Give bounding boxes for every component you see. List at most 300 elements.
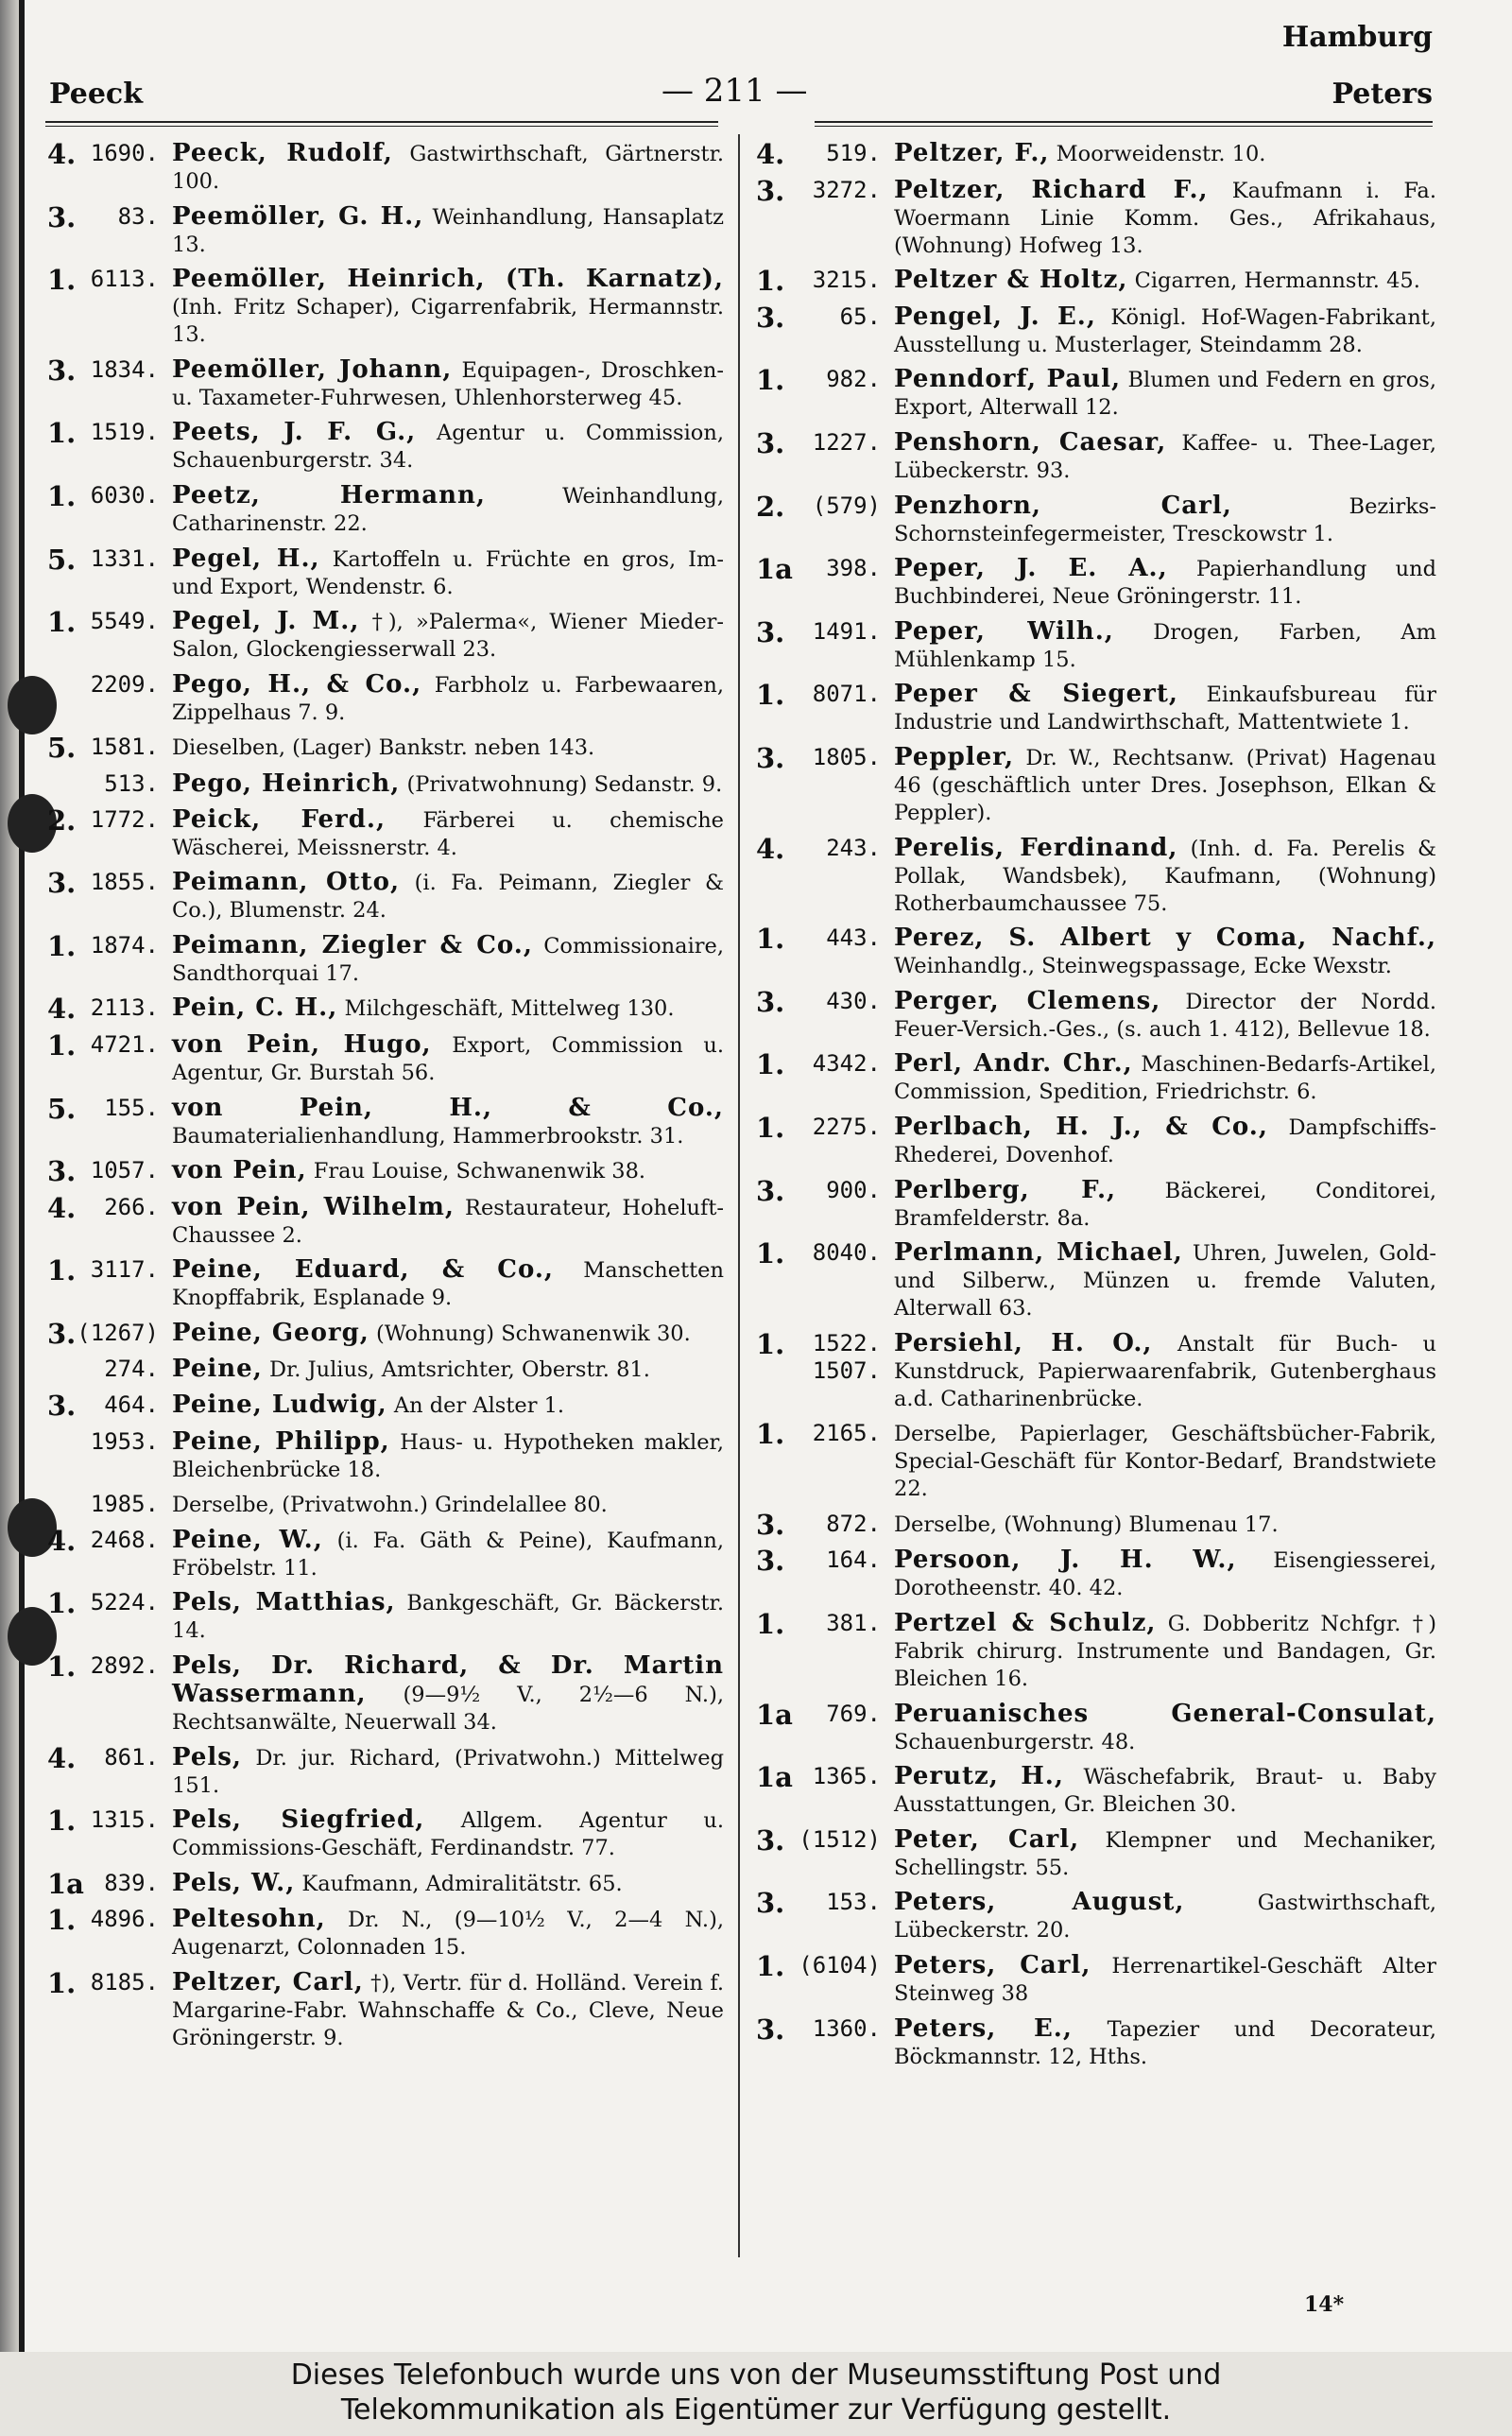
directory-entry bbox=[756, 174, 1436, 260]
phone-number: 1953. bbox=[90, 1427, 159, 1455]
phone-number: 1522. 1507. bbox=[812, 1329, 881, 1384]
exchange-zone: 1. bbox=[47, 1587, 77, 1620]
subscriber-name: Peter, Carl, bbox=[894, 1824, 1080, 1854]
subscriber-name: Pels, Matthias, bbox=[172, 1588, 396, 1617]
directory-entry bbox=[47, 266, 724, 349]
exchange-zone: 4. bbox=[47, 138, 77, 170]
subscriber-name: von Pein, Wilhelm, bbox=[172, 1192, 455, 1221]
subscriber-name: Penshorn, Caesar, bbox=[894, 427, 1167, 457]
exchange-zone: 1. bbox=[756, 1048, 785, 1081]
exchange-zone: 1. bbox=[47, 1904, 77, 1937]
entry-text bbox=[172, 1906, 724, 1961]
exchange-zone: 1. bbox=[756, 679, 785, 712]
phone-number: 243. bbox=[826, 834, 881, 861]
subscriber-details: Eisengiesserei, Dorotheenstr. 40. 42. bbox=[894, 1548, 1436, 1601]
entry-text bbox=[894, 1177, 1436, 1233]
directory-entry bbox=[756, 1610, 1436, 1693]
entry-text bbox=[894, 1239, 1436, 1322]
subscriber-name: Peper, J. E. A., bbox=[894, 554, 1168, 583]
header-city: Hamburg bbox=[1281, 21, 1433, 54]
subscriber-name: Pego, H., & Co., bbox=[172, 669, 422, 699]
subscriber-details: Dr. W., Rechtsanw. (Privat) Hagenau 46 (geschäftlich unter Dres. Josephson, Elkan & Peppler). bbox=[894, 745, 1436, 825]
subscriber-name: Peimann, Otto, bbox=[172, 868, 401, 897]
exchange-zone: 4. bbox=[47, 993, 77, 1026]
subscriber-details: Herrenartikel-Geschäft Alter Steinweg 38 bbox=[894, 1954, 1436, 2007]
subscriber-name: Peine, Eduard, & Co., bbox=[172, 1255, 554, 1285]
subscriber-name: Pegel, H., bbox=[172, 544, 320, 573]
subscriber-name: Peick, Ferd., bbox=[172, 804, 387, 834]
directory-entry bbox=[47, 356, 724, 412]
entry-text bbox=[894, 2015, 1436, 2071]
entry-text bbox=[894, 267, 1436, 296]
directory-entry bbox=[756, 1889, 1436, 1944]
subscriber-name: Peltzer, Richard F., bbox=[894, 175, 1209, 204]
subscriber-details: Dr. jur. Richard, (Privatwohn.) Mittelweg 151. bbox=[172, 1745, 724, 1798]
directory-entry bbox=[47, 545, 724, 601]
phone-number: 65. bbox=[839, 302, 881, 330]
subscriber-details: Schauenburgerstr. 48. bbox=[894, 1729, 1136, 1754]
exchange-zone: 3. bbox=[756, 615, 785, 648]
phone-number: 1227. bbox=[812, 428, 881, 456]
phone-number: 2165. bbox=[812, 1420, 881, 1447]
entry-text bbox=[172, 1744, 724, 1800]
directory-entry bbox=[47, 1906, 724, 1961]
exchange-zone: 1. bbox=[47, 1805, 77, 1838]
subscriber-name: Peemöller, G. H., bbox=[172, 201, 424, 231]
phone-number: 83. bbox=[117, 202, 159, 230]
exchange-zone: 1. bbox=[47, 417, 77, 450]
directory-entry bbox=[756, 2015, 1436, 2071]
directory-entry bbox=[47, 671, 724, 727]
subscriber-details: Dieselben, (Lager) Bankstr. neben 143. bbox=[172, 735, 595, 761]
phone-number: 3272. bbox=[812, 176, 881, 203]
phone-number: 872. bbox=[826, 1510, 881, 1537]
subscriber-details: Maschinen-Bedarfs-Artikel, Commission, Spedition, Friedrichstr. 6. bbox=[894, 1052, 1436, 1105]
entry-text bbox=[172, 932, 724, 988]
subscriber-name: Pein, C. H., bbox=[172, 993, 338, 1023]
entry-text bbox=[172, 1157, 724, 1186]
subscriber-name: Peine, Ludwig, bbox=[172, 1391, 387, 1420]
directory-entry bbox=[47, 200, 724, 259]
exchange-zone: 1. bbox=[756, 1111, 785, 1144]
subscriber-name: Penndorf, Paul, bbox=[894, 365, 1121, 394]
exchange-zone: 1a bbox=[756, 553, 793, 586]
phone-number: 769. bbox=[826, 1700, 881, 1727]
subscriber-details: (i. Fa. Gäth & Peine), Kaufmann, Fröbelstr. 11. bbox=[172, 1528, 725, 1581]
phone-number: 1690. bbox=[90, 140, 159, 166]
entry-text bbox=[894, 140, 1436, 169]
phone-number: 1805. bbox=[812, 743, 881, 770]
exchange-zone: 3. bbox=[47, 1390, 77, 1423]
phone-number: 443. bbox=[826, 924, 881, 952]
subscriber-name: Peltzer & Holtz, bbox=[894, 266, 1128, 295]
phone-number: (579) bbox=[812, 492, 881, 519]
directory-entry bbox=[756, 1174, 1437, 1233]
subscriber-details: Kartoffeln u. Früchte en gros, Im- und Export, Wendenstr. 6. bbox=[172, 546, 724, 599]
entry-text bbox=[894, 1330, 1436, 1413]
exchange-zone: 1. bbox=[47, 479, 77, 512]
phone-number: 6113. bbox=[90, 266, 159, 293]
subscriber-name: Perlberg, F., bbox=[894, 1175, 1117, 1204]
exchange-zone: 4. bbox=[47, 1524, 77, 1557]
phone-number: 1491. bbox=[812, 617, 881, 645]
directory-entry bbox=[47, 1491, 724, 1519]
subscriber-details: †), »Palerma«, Wiener Mieder-Salon, Glockengiesserwall 23. bbox=[172, 610, 725, 663]
directory-entry bbox=[47, 1391, 724, 1421]
subscriber-details: Drogen, Farben, Am Mühlenkamp 15. bbox=[894, 619, 1437, 672]
phone-number: 8185. bbox=[90, 1969, 159, 1995]
exchange-zone: 1. bbox=[47, 264, 77, 297]
subscriber-details: Gastwirthschaft, Lübeckerstr. 20. bbox=[894, 1891, 1437, 1944]
phone-number: 1874. bbox=[90, 931, 159, 959]
subscriber-details: Klempner und Mechaniker, Schellingstr. 55. bbox=[894, 1827, 1436, 1880]
entry-text bbox=[172, 994, 724, 1024]
subscriber-details: Bankgeschäft, Gr. Bäckerstr. 14. bbox=[172, 1591, 724, 1644]
entry-text bbox=[172, 203, 724, 259]
exchange-zone: 3. bbox=[756, 301, 785, 334]
exchange-zone: 3. bbox=[756, 1174, 785, 1207]
entry-text bbox=[894, 1420, 1436, 1503]
phone-number: 464. bbox=[104, 1391, 159, 1419]
phone-number: 1519. bbox=[90, 419, 159, 446]
entry-text bbox=[172, 1969, 724, 2052]
directory-entry bbox=[756, 1823, 1436, 1882]
directory-entry bbox=[47, 734, 724, 763]
subscriber-name: Peine, Philipp, bbox=[172, 1426, 390, 1456]
entry-text bbox=[172, 1652, 724, 1736]
exchange-zone: 1. bbox=[756, 1237, 785, 1270]
phone-number: 3215. bbox=[812, 267, 881, 294]
subscriber-name: Peters, Carl, bbox=[894, 1951, 1091, 1980]
entry-text bbox=[172, 545, 724, 601]
subscriber-name: Perez, S. Albert y Coma, Nachf., bbox=[894, 924, 1436, 953]
phone-number: 4342. bbox=[812, 1050, 881, 1078]
subscriber-details: Derselbe, (Privatwohn.) Grindelallee 80. bbox=[172, 1493, 608, 1518]
page-number: — 211 — bbox=[662, 72, 808, 110]
subscriber-details: Weinhandlung, Hansaplatz 13. bbox=[172, 204, 724, 257]
exchange-zone: 1. bbox=[47, 1967, 77, 1999]
subscriber-name: Perlbach, H. J., & Co., bbox=[894, 1112, 1268, 1141]
entry-text bbox=[172, 140, 724, 196]
directory-entry bbox=[756, 1050, 1436, 1106]
exchange-zone: 4. bbox=[47, 1191, 77, 1224]
phone-number: 1834. bbox=[90, 355, 159, 383]
entry-text bbox=[894, 744, 1436, 827]
directory-entry bbox=[47, 419, 724, 475]
subscriber-details: Bezirks-Schornsteinfegermeister, Tresckowstr 1. bbox=[894, 493, 1436, 546]
exchange-zone: 4. bbox=[756, 138, 785, 170]
exchange-zone: 3. bbox=[756, 985, 785, 1018]
exchange-zone: 3. bbox=[756, 741, 785, 774]
directory-entry bbox=[47, 1428, 724, 1484]
entry-text bbox=[172, 1320, 724, 1349]
entry-text bbox=[894, 429, 1436, 485]
exchange-zone: 1. bbox=[47, 1028, 77, 1062]
entry-text bbox=[172, 482, 724, 538]
header-rule-left bbox=[45, 121, 718, 127]
subscriber-name: von Pein, bbox=[172, 1156, 307, 1185]
directory-entry bbox=[756, 1239, 1436, 1322]
subscriber-name: Pels, Dr. Richard, & Dr. Martin Wassermann, bbox=[172, 1651, 724, 1709]
subscriber-name: Peine, Georg, bbox=[172, 1318, 369, 1347]
directory-entry bbox=[756, 681, 1436, 736]
entry-text bbox=[894, 1763, 1436, 1819]
column-divider bbox=[738, 134, 740, 2257]
entry-text bbox=[894, 366, 1436, 422]
subscriber-details: Derselbe, Papierlager, Geschäftsbücher-Fabrik, Special-Geschäft für Kontor-Bedarf, Brandstwiete 22. bbox=[894, 1422, 1436, 1502]
caption-line: Dieses Telefonbuch wurde uns von der Museumsstiftung Post und bbox=[290, 2358, 1222, 2392]
binding-edge bbox=[19, 0, 25, 2352]
subscriber-details: Dr. Julius, Amtsrichter, Oberstr. 81. bbox=[268, 1357, 650, 1383]
subscriber-details: Anstalt für Buch- u Kunstdruck, Papierwaarenfabrik, Gutenberghaus a.d. Catharinenbrücke. bbox=[894, 1331, 1436, 1411]
subscriber-name: Peters, August, bbox=[894, 1888, 1185, 1917]
exchange-zone: 3. bbox=[756, 2013, 785, 2046]
phone-number: 155. bbox=[104, 1094, 159, 1121]
exchange-zone: 3. bbox=[756, 1887, 785, 1920]
subscriber-details: Blumen und Federn en gros, Export, Alterwall 12. bbox=[894, 368, 1437, 421]
directory-entry bbox=[756, 1698, 1436, 1756]
subscriber-details: Kaffee- u. Thee-Lager, Lübeckerstr. 93. bbox=[894, 430, 1436, 483]
subscriber-name: Penzhorn, Carl, bbox=[894, 491, 1232, 520]
subscriber-name: Peltzer, Carl, bbox=[172, 1968, 364, 1996]
right-column bbox=[756, 140, 1436, 2078]
caption-line: Telekommunikation als Eigentümer zur Verfügung gestellt. bbox=[340, 2393, 1172, 2427]
header-last-entry: Peters bbox=[1332, 78, 1433, 111]
exchange-zone: 3. bbox=[47, 354, 77, 387]
directory-entry bbox=[47, 1741, 724, 1800]
subscriber-name: Pels, Siegfried, bbox=[172, 1805, 425, 1835]
exchange-zone bbox=[47, 1491, 76, 1519]
directory-entry bbox=[47, 479, 724, 538]
phone-number: 900. bbox=[826, 1176, 881, 1203]
entry-text bbox=[172, 671, 724, 727]
subscriber-details: Restaurateur, Hoheluft-Chaussee 2. bbox=[172, 1195, 724, 1248]
exchange-zone: 3. bbox=[756, 1508, 785, 1541]
exchange-zone: 4. bbox=[47, 1741, 77, 1774]
phone-number: 1331. bbox=[90, 544, 159, 572]
subscriber-details: Dr. N., (9—10½ V., 2—4 N.), Augenarzt, Colonnaden 15. bbox=[172, 1908, 725, 1961]
binding-shadow bbox=[0, 0, 19, 2352]
entry-text bbox=[172, 1356, 724, 1384]
header-first-entry: Peeck bbox=[49, 78, 143, 111]
entry-text bbox=[894, 1889, 1436, 1944]
directory-entry bbox=[756, 426, 1436, 485]
entry-text bbox=[894, 1826, 1436, 1882]
exchange-zone: 3. bbox=[756, 174, 785, 207]
directory-entry bbox=[756, 985, 1436, 1044]
subscriber-name: Peters, E., bbox=[894, 2013, 1073, 2043]
phone-number: 1855. bbox=[90, 869, 159, 896]
phone-number: 6030. bbox=[90, 481, 159, 509]
subscriber-name: Pels, bbox=[172, 1742, 242, 1771]
subscriber-name: Perlmann, Michael, bbox=[894, 1238, 1183, 1268]
subscriber-name: Perger, Clemens, bbox=[894, 986, 1161, 1015]
subscriber-details: Bäckerei, Conditorei, Bramfelderstr. 8a. bbox=[894, 1178, 1437, 1231]
entry-text bbox=[894, 681, 1436, 736]
directory-entry bbox=[756, 267, 1436, 296]
exchange-zone: 1. bbox=[756, 1327, 785, 1360]
directory-entry bbox=[756, 1546, 1436, 1602]
phone-number: 519. bbox=[826, 140, 881, 166]
exchange-zone bbox=[47, 770, 76, 799]
phone-number: 8040. bbox=[812, 1239, 881, 1267]
entry-text bbox=[172, 770, 724, 799]
subscriber-name: Peets, J. F. G., bbox=[172, 418, 417, 447]
entry-text bbox=[172, 1194, 724, 1250]
directory-entry bbox=[47, 1589, 724, 1645]
phone-number: 1360. bbox=[812, 2014, 881, 2042]
phone-number: 2275. bbox=[812, 1113, 881, 1140]
subscriber-name: Peine, W., bbox=[172, 1525, 323, 1554]
phone-number: 430. bbox=[826, 987, 881, 1014]
signature-mark: 14* bbox=[1304, 2292, 1345, 2317]
exchange-zone: 1a bbox=[47, 1867, 84, 1900]
exchange-zone: 3. bbox=[756, 1545, 785, 1578]
subscriber-details: Manschetten Knopffabrik, Esplanade 9. bbox=[172, 1258, 724, 1311]
subscriber-name: Persoon, J. H. W., bbox=[894, 1546, 1237, 1575]
phone-number: 1581. bbox=[90, 734, 159, 761]
exchange-zone: 1a bbox=[756, 1698, 793, 1731]
subscriber-name: Peruanisches General-Consulat, bbox=[894, 1699, 1436, 1728]
subscriber-name: von Pein, Hugo, bbox=[172, 1029, 432, 1059]
subscriber-name: Persiehl, H. O., bbox=[894, 1328, 1153, 1357]
directory-entry bbox=[756, 1952, 1436, 2008]
subscriber-name: Peper & Siegert, bbox=[894, 680, 1178, 709]
subscriber-details: G. Dobberitz Nchfgr. †) Fabrik chirurg. Instrumente und Bandagen, Gr. Bleichen 16. bbox=[894, 1612, 1436, 1692]
directory-entry bbox=[47, 1356, 724, 1384]
entry-text bbox=[894, 555, 1436, 611]
directory-entry bbox=[756, 1763, 1436, 1819]
phone-number: 513. bbox=[104, 769, 159, 797]
exchange-zone: 2. bbox=[756, 490, 785, 523]
subscriber-name: Pels, W., bbox=[172, 1868, 296, 1897]
subscriber-details: Dampfschiffs-Rhederei, Dovenhof. bbox=[894, 1114, 1436, 1167]
directory-entry bbox=[47, 1652, 724, 1736]
directory-entry bbox=[47, 608, 724, 664]
entry-text bbox=[172, 734, 724, 763]
subscriber-details: †), Vertr. für d. Holländ. Verein f. Margarine-Fabr. Wahnschaffe & Co., Cleve, Neue Gröningerstr. 9. bbox=[172, 1971, 724, 2050]
exchange-zone: 5. bbox=[47, 1092, 77, 1125]
subscriber-details: Weinhandlg., Steinwegspassage, Ecke Wexstr. bbox=[894, 954, 1392, 979]
exchange-zone: 3. bbox=[47, 1155, 77, 1188]
entry-text bbox=[172, 1870, 724, 1899]
phone-number: 2209. bbox=[90, 670, 159, 698]
entry-text bbox=[172, 1428, 724, 1484]
directory-entry bbox=[756, 555, 1436, 611]
subscriber-details: Königl. Hof-Wagen-Fabrikant, Ausstellung u. Musterlager, Steindamm 28. bbox=[894, 304, 1437, 357]
subscriber-details: Baumaterialienhandlung, Hammerbrookstr. 31. bbox=[172, 1123, 684, 1149]
phone-number: 266. bbox=[104, 1193, 159, 1220]
phone-number: 2892. bbox=[90, 1652, 159, 1680]
subscriber-details: Wäschefabrik, Braut- u. Baby Ausstattungen, Gr. Bleichen 30. bbox=[894, 1765, 1436, 1818]
entry-text bbox=[172, 1031, 724, 1087]
subscriber-name: Pengel, J. E., bbox=[894, 302, 1096, 331]
subscriber-details: Tapezier und Decorateur, Böckmannstr. 12, Hths. bbox=[894, 2016, 1436, 2069]
entry-text bbox=[894, 1511, 1436, 1540]
phone-number: 4721. bbox=[90, 1030, 159, 1058]
subscriber-details: Einkaufsbureau für Industrie und Landwirthschaft, Mattentwiete 1. bbox=[894, 682, 1436, 735]
subscriber-details: Allgem. Agentur u. Commissions-Geschäft, Ferdinandstr. 77. bbox=[172, 1808, 724, 1861]
entry-text bbox=[894, 1546, 1436, 1602]
entry-text bbox=[172, 1589, 724, 1645]
phone-number: 398. bbox=[826, 555, 881, 582]
directory-entry bbox=[47, 1317, 724, 1350]
directory-entry bbox=[756, 492, 1436, 548]
entry-text bbox=[172, 1391, 724, 1421]
phone-number: 381. bbox=[826, 1610, 881, 1637]
subscriber-details: Derselbe, (Wohnung) Blumenau 17. bbox=[894, 1512, 1279, 1537]
exchange-zone: 1. bbox=[47, 1254, 77, 1287]
entry-text bbox=[894, 177, 1436, 260]
directory-entry bbox=[756, 1508, 1436, 1541]
exchange-zone: 1. bbox=[756, 1950, 785, 1983]
directory-entry bbox=[47, 929, 724, 988]
directory-entry bbox=[756, 924, 1436, 980]
directory-entry bbox=[47, 1524, 725, 1582]
phone-number: 1315. bbox=[90, 1806, 159, 1834]
phone-number: 274. bbox=[104, 1356, 159, 1383]
entry-text bbox=[894, 924, 1436, 980]
subscriber-details: Papierhandlung und Buchbinderei, Neue Gröningerstr. 11. bbox=[894, 557, 1436, 610]
entry-text bbox=[894, 1952, 1436, 2008]
exchange-zone bbox=[47, 1356, 76, 1384]
exchange-zone: 1. bbox=[47, 1650, 77, 1684]
subscriber-name: Peemöller, Heinrich, (Th. Karnatz), bbox=[172, 265, 724, 294]
entry-text bbox=[894, 303, 1436, 359]
exchange-zone: 4. bbox=[756, 832, 785, 865]
subscriber-details: An der Alster 1. bbox=[393, 1393, 565, 1419]
phone-number: 2468. bbox=[90, 1526, 159, 1553]
directory-entry bbox=[756, 366, 1436, 422]
phone-number: 8071. bbox=[812, 681, 881, 708]
directory-entry bbox=[47, 1191, 724, 1250]
directory-entry bbox=[47, 803, 725, 862]
exchange-zone: 1. bbox=[756, 364, 785, 397]
directory-entry bbox=[756, 1420, 1436, 1503]
subscriber-name: Perelis, Ferdinand, bbox=[894, 833, 1178, 862]
exchange-zone: 1. bbox=[47, 606, 77, 639]
phone-number: 3117. bbox=[90, 1256, 159, 1284]
subscriber-name: Peemöller, Johann, bbox=[172, 354, 453, 384]
phone-number: 1365. bbox=[812, 1763, 881, 1790]
entry-text bbox=[894, 618, 1436, 674]
entry-text bbox=[172, 869, 724, 924]
entry-text bbox=[172, 1256, 724, 1312]
phone-number: (1512) bbox=[799, 1825, 881, 1853]
phone-number: 839. bbox=[104, 1869, 159, 1896]
exchange-zone: 3. bbox=[756, 426, 785, 459]
subscriber-details: (Wohnung) Schwanenwik 30. bbox=[376, 1321, 691, 1346]
directory-entry bbox=[756, 140, 1436, 169]
subscriber-details: Cigarren, Hermannstr. 45. bbox=[1134, 268, 1420, 294]
entry-text bbox=[172, 1806, 724, 1862]
subscriber-details: Frau Louise, Schwanenwik 38. bbox=[313, 1159, 646, 1184]
directory-entry bbox=[756, 741, 1436, 827]
subscriber-name: Peppler, bbox=[894, 742, 1015, 771]
directory-entry bbox=[47, 1092, 724, 1150]
subscriber-name: von Pein, H., & Co., bbox=[172, 1093, 724, 1122]
phone-number: 982. bbox=[826, 366, 881, 393]
subscriber-name: Pertzel & Schulz, bbox=[894, 1609, 1157, 1638]
exchange-zone: 3. bbox=[47, 1317, 77, 1350]
exchange-zone: 1. bbox=[756, 1608, 785, 1641]
directory-entry bbox=[47, 994, 724, 1024]
subscriber-name: Peetz, Hermann, bbox=[172, 480, 486, 510]
entry-text bbox=[172, 1095, 724, 1150]
subscriber-details: Uhren, Juwelen, Gold- und Silberw., Münzen u. fremde Valuten, Alterwall 63. bbox=[894, 1241, 1436, 1322]
subscriber-details: (Inh. Fritz Schaper), Cigarrenfabrik, Hermannstr. 13. bbox=[172, 295, 724, 348]
phone-number: (1267) bbox=[77, 1319, 159, 1346]
